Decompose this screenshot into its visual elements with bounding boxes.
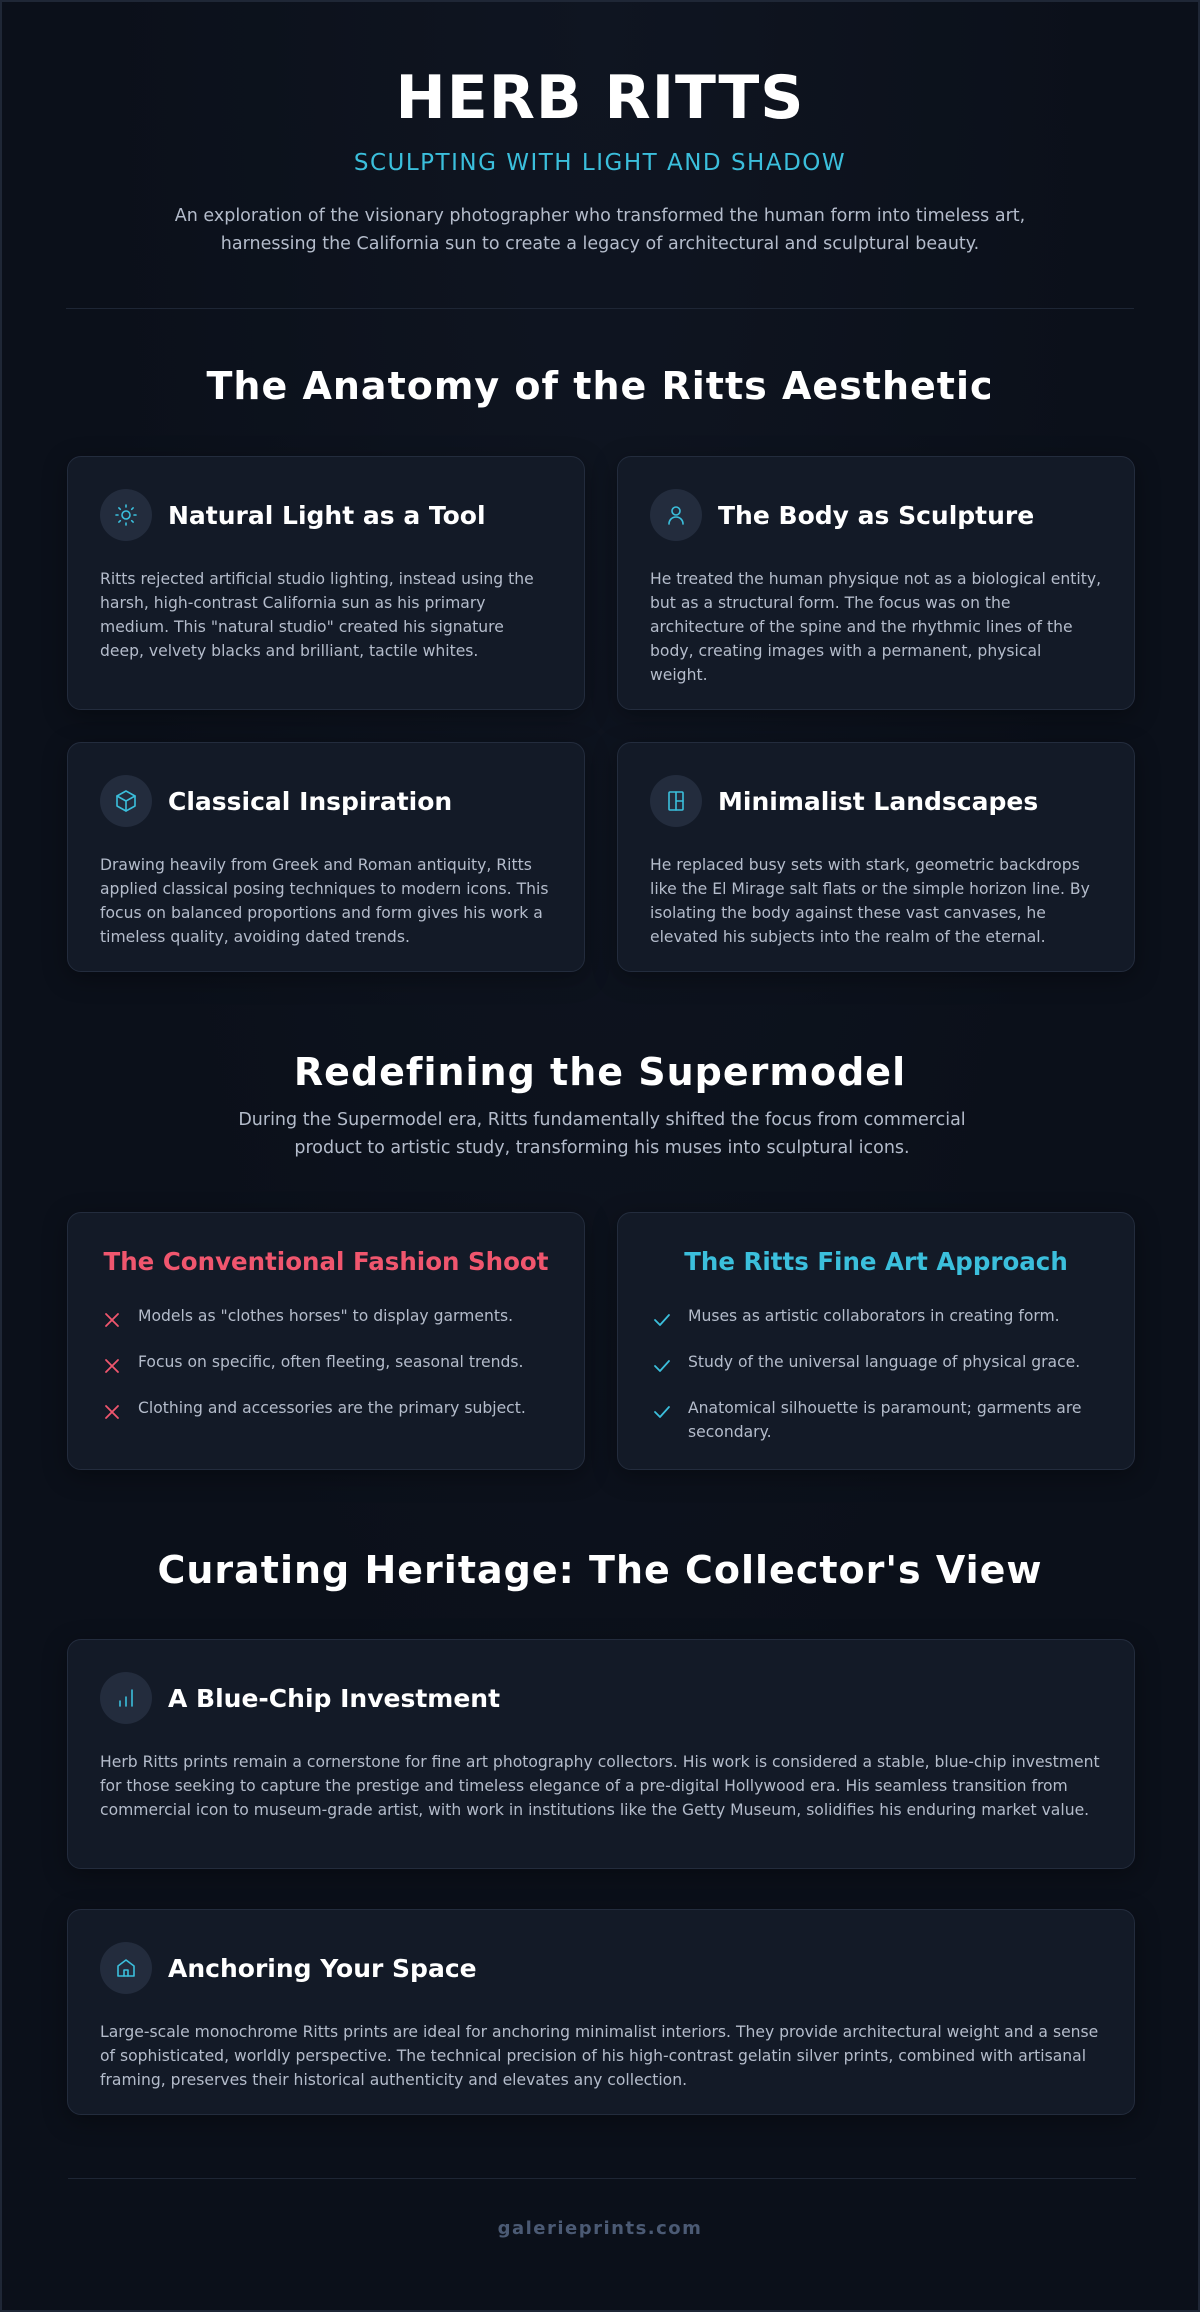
list-item-text: Muses as artistic collaborators in creating form. — [688, 1307, 1060, 1325]
hero-header — [2, 2, 1198, 258]
list-item-text: Anatomical silhouette is paramount; garments are secondary. — [688, 1399, 1082, 1441]
ritts-approach-card — [617, 1212, 1135, 1470]
card-body: He treated the human physique not as a biological entity, but as a structural form. The focus was on the architecture of the spine and the rhythmic lines of the body, creating images with a permanent, physical weight. — [650, 570, 1102, 684]
conventional-list — [102, 1304, 550, 1422]
card-title: Anchoring Your Space — [168, 1953, 477, 1983]
card-body: Drawing heavily from Greek and Roman antiquity, Ritts applied classical posing techniques to modern icons. This focus on balanced proportions and form gives his work a timeless quality, avoiding dated trends. — [100, 856, 549, 946]
aesthetic-heading: The Anatomy of the Ritts Aesthetic — [206, 364, 994, 408]
header-divider — [66, 308, 1134, 309]
card-body-sculpture — [617, 456, 1135, 710]
ritts-approach-title: The Ritts Fine Art Approach — [684, 1247, 1068, 1276]
heritage-heading: Curating Heritage: The Collector's View — [157, 1548, 1043, 1592]
list-item-text: Study of the universal language of physical grace. — [688, 1353, 1081, 1371]
card-title: Natural Light as a Tool — [168, 500, 486, 530]
x-icon — [102, 1310, 122, 1330]
card-body: Ritts rejected artificial studio lighting, instead using the harsh, high-contrast California sun as his primary medium. This "natural studio" created his signature deep, velvety blacks and brilliant, tactile whites. — [100, 570, 534, 660]
card-body: Herb Ritts prints remain a cornerstone for fine art photography collectors. His work is considered a stable, blue-chip investment for those seeking to capture the prestige and timeless elegance of a pre-digital Hollywood era. His seamless transition from commercial icon to museum-grade artist, with work in institutions like the Getty Museum, solidifies his enduring market value. — [100, 1753, 1100, 1819]
card-natural-light — [67, 456, 585, 710]
layout-icon — [650, 775, 702, 827]
conventional-title: The Conventional Fashion Shoot — [103, 1247, 549, 1276]
footer-site-link[interactable]: galerieprints.com — [497, 2218, 703, 2239]
x-icon — [102, 1402, 122, 1422]
ritts-approach-list — [652, 1304, 1100, 1444]
card-title: Classical Inspiration — [168, 786, 453, 816]
list-item — [102, 1304, 550, 1330]
person-icon — [650, 489, 702, 541]
card-classical — [67, 742, 585, 972]
card-minimalist — [617, 742, 1135, 972]
check-icon — [652, 1356, 672, 1376]
list-item-text: Focus on specific, often fleeting, seasonal trends. — [138, 1353, 524, 1371]
x-icon — [102, 1356, 122, 1376]
list-item-text: Models as "clothes horses" to display garments. — [138, 1307, 514, 1325]
card-body: He replaced busy sets with stark, geometric backdrops like the El Mirage salt flats or the simple horizon line. By isolating the body against these vast canvases, he elevated his subjects into the realm of the eternal. — [650, 856, 1090, 946]
sun-icon — [100, 489, 152, 541]
cube-icon — [100, 775, 152, 827]
bar-chart-icon — [100, 1672, 152, 1724]
supermodel-heading: Redefining the Supermodel — [293, 1050, 907, 1094]
hero-intro: An exploration of the visionary photographer who transformed the human form into timeless art, harnessing the California sun to create a legacy of architectural and sculptural beauty. — [174, 206, 1026, 254]
list-item — [652, 1396, 1100, 1444]
card-title: Minimalist Landscapes — [718, 786, 1039, 816]
list-item — [102, 1350, 550, 1376]
conventional-shoot-card — [67, 1212, 585, 1470]
page-title: HERB RITTS — [395, 63, 805, 133]
check-icon — [652, 1310, 672, 1330]
check-icon — [652, 1402, 672, 1422]
page-subtitle: SCULPTING WITH LIGHT AND SHADOW — [353, 150, 847, 176]
card-title: The Body as Sculpture — [718, 500, 1035, 530]
home-icon — [100, 1942, 152, 1994]
supermodel-intro: During the Supermodel era, Ritts fundamentally shifted the focus from commercial product to artistic study, transforming his muses into sculptural icons. — [238, 1110, 966, 1158]
card-anchoring — [67, 1909, 1135, 2115]
card-body: Large-scale monochrome Ritts prints are ideal for anchoring minimalist interiors. They provide architectural weight and a sense of sophisticated, worldly perspective. The technical precision of his high-contrast gelatin silver prints, combined with artisanal framing, preserves their historical authenticity and elevates any collection. — [100, 2023, 1099, 2089]
list-item-text: Clothing and accessories are the primary subject. — [138, 1399, 526, 1417]
card-title: A Blue-Chip Investment — [168, 1683, 501, 1713]
list-item — [652, 1350, 1100, 1376]
list-item — [102, 1396, 550, 1422]
list-item — [652, 1304, 1100, 1330]
footer-divider — [68, 2178, 1136, 2179]
card-blue-chip — [67, 1639, 1135, 1869]
